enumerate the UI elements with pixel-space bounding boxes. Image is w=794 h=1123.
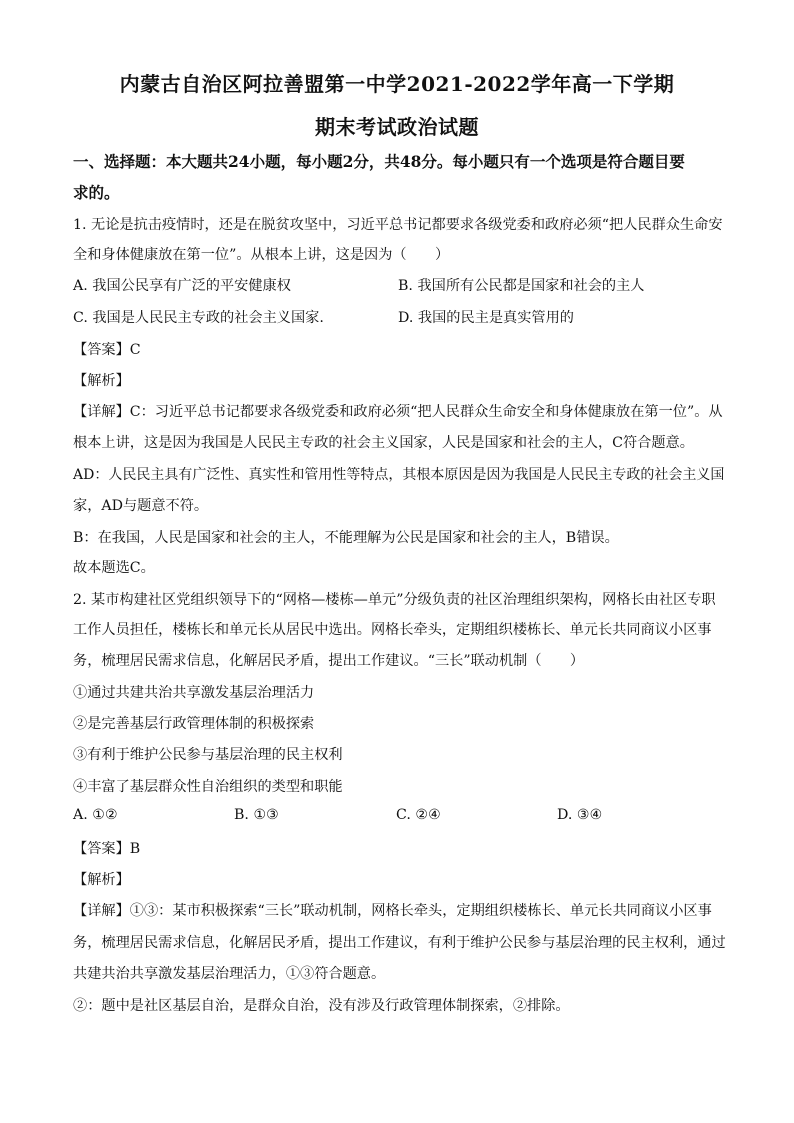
q1-stem-line2: 全和身体健康放在第一位”。从根本上讲，这是因为（ ） <box>73 247 450 263</box>
q1-detail-line1: 【详解】C：习近平总书记都要求各级党委和政府必须“把人民群众生命安全和身体健康放在第一位”。从 <box>73 404 723 420</box>
q1-detail-line2: 根本上讲，这是因为我国是人民民主专政的社会主义国家，人民是国家和社会的主人，C符合题意。 <box>73 435 694 451</box>
q2-item-2: ②是完善基层行政管理体制的积极探索 <box>73 716 315 732</box>
q2-analysis-label: 【解析】 <box>73 872 130 888</box>
q2-detail-line1: 【详解】①③：某市积极探索“三长”联动机制，网格长牵头，定期组织楼栋长、单元长共同商议小区事 <box>73 903 712 919</box>
q1-stem-line1: 1. 无论是抗击疫情时，还是在脱贫攻坚中，习近平总书记都要求各级党委和政府必须“把人民群众生命安 <box>73 217 723 233</box>
q1-answer: 【答案】C <box>73 342 141 358</box>
q1-option-d: D. 我国的民主是真实管用的 <box>398 310 574 326</box>
q2-item-4: ④丰富了基层群众性自治组织的类型和职能 <box>73 779 343 795</box>
q1-detail-line4: 家，AD与题意不符。 <box>73 498 209 514</box>
q2-item-1: ①通过共建共治共享激发基层治理活力 <box>73 685 315 701</box>
q1-option-b: B. 我国所有公民都是国家和社会的主人 <box>398 278 645 294</box>
q2-detail-line3: 共建共治共享激发基层治理活力，①③符合题意。 <box>73 966 386 982</box>
q2-stem-line3: 务，梳理居民需求信息，化解居民矛盾，提出工作建议。“三长”联动机制（ ） <box>73 653 585 669</box>
q2-detail-line2: 务，梳理居民需求信息，化解居民矛盾，提出工作建议，有利于维护公民参与基层治理的民主权利，通过 <box>73 935 726 951</box>
q1-conclusion: 故本题选C。 <box>73 560 155 576</box>
q2-detail-line4: ②：题中是社区基层自治，是群众自治，没有涉及行政管理体制探索，②排除。 <box>73 998 570 1014</box>
q1-detail-line5: B：在我国，人民是国家和社会的主人，不能理解为公民是国家和社会的主人，B错误。 <box>73 530 619 546</box>
q2-answer: 【答案】B <box>73 841 141 857</box>
section-heading-line1: 一、选择题：本大题共24小题，每小题2分，共48分。每小题只有一个选项是符合题目要 <box>73 152 685 171</box>
q1-analysis-label: 【解析】 <box>73 373 130 389</box>
q2-item-3: ③有利于维护公民参与基层治理的民主权利 <box>73 747 343 763</box>
q2-option-c: C. ②④ <box>396 807 441 823</box>
q1-option-c: C. 我国是人民民主专政的社会主义国家. <box>73 310 324 326</box>
q2-option-a: A. ①② <box>73 807 118 823</box>
q2-option-b: B. ①③ <box>234 807 279 823</box>
q2-option-d: D. ③④ <box>557 807 603 823</box>
q2-stem-line2: 工作人员担任，楼栋长和单元长从居民中选出。网格长牵头，定期组织楼栋长、单元长共同商议小区事 <box>73 622 712 638</box>
q1-detail-line3: AD：人民民主具有广泛性、真实性和管用性等特点，其根本原因是因为我国是人民民主专政的社会主义国 <box>73 467 725 483</box>
section-heading-line2: 求的。 <box>73 183 120 202</box>
exam-title-line1: 内蒙古自治区阿拉善盟第一中学2021-2022学年高一下学期 <box>119 72 675 96</box>
exam-title-line2: 期末考试政治试题 <box>315 115 479 139</box>
q2-stem-line1: 2. 某市构建社区党组织领导下的“网格—楼栋—单元”分级负责的社区治理组织架构，网格长由社区专职 <box>73 592 716 608</box>
q1-option-a: A. 我国公民享有广泛的平安健康权 <box>73 278 291 294</box>
